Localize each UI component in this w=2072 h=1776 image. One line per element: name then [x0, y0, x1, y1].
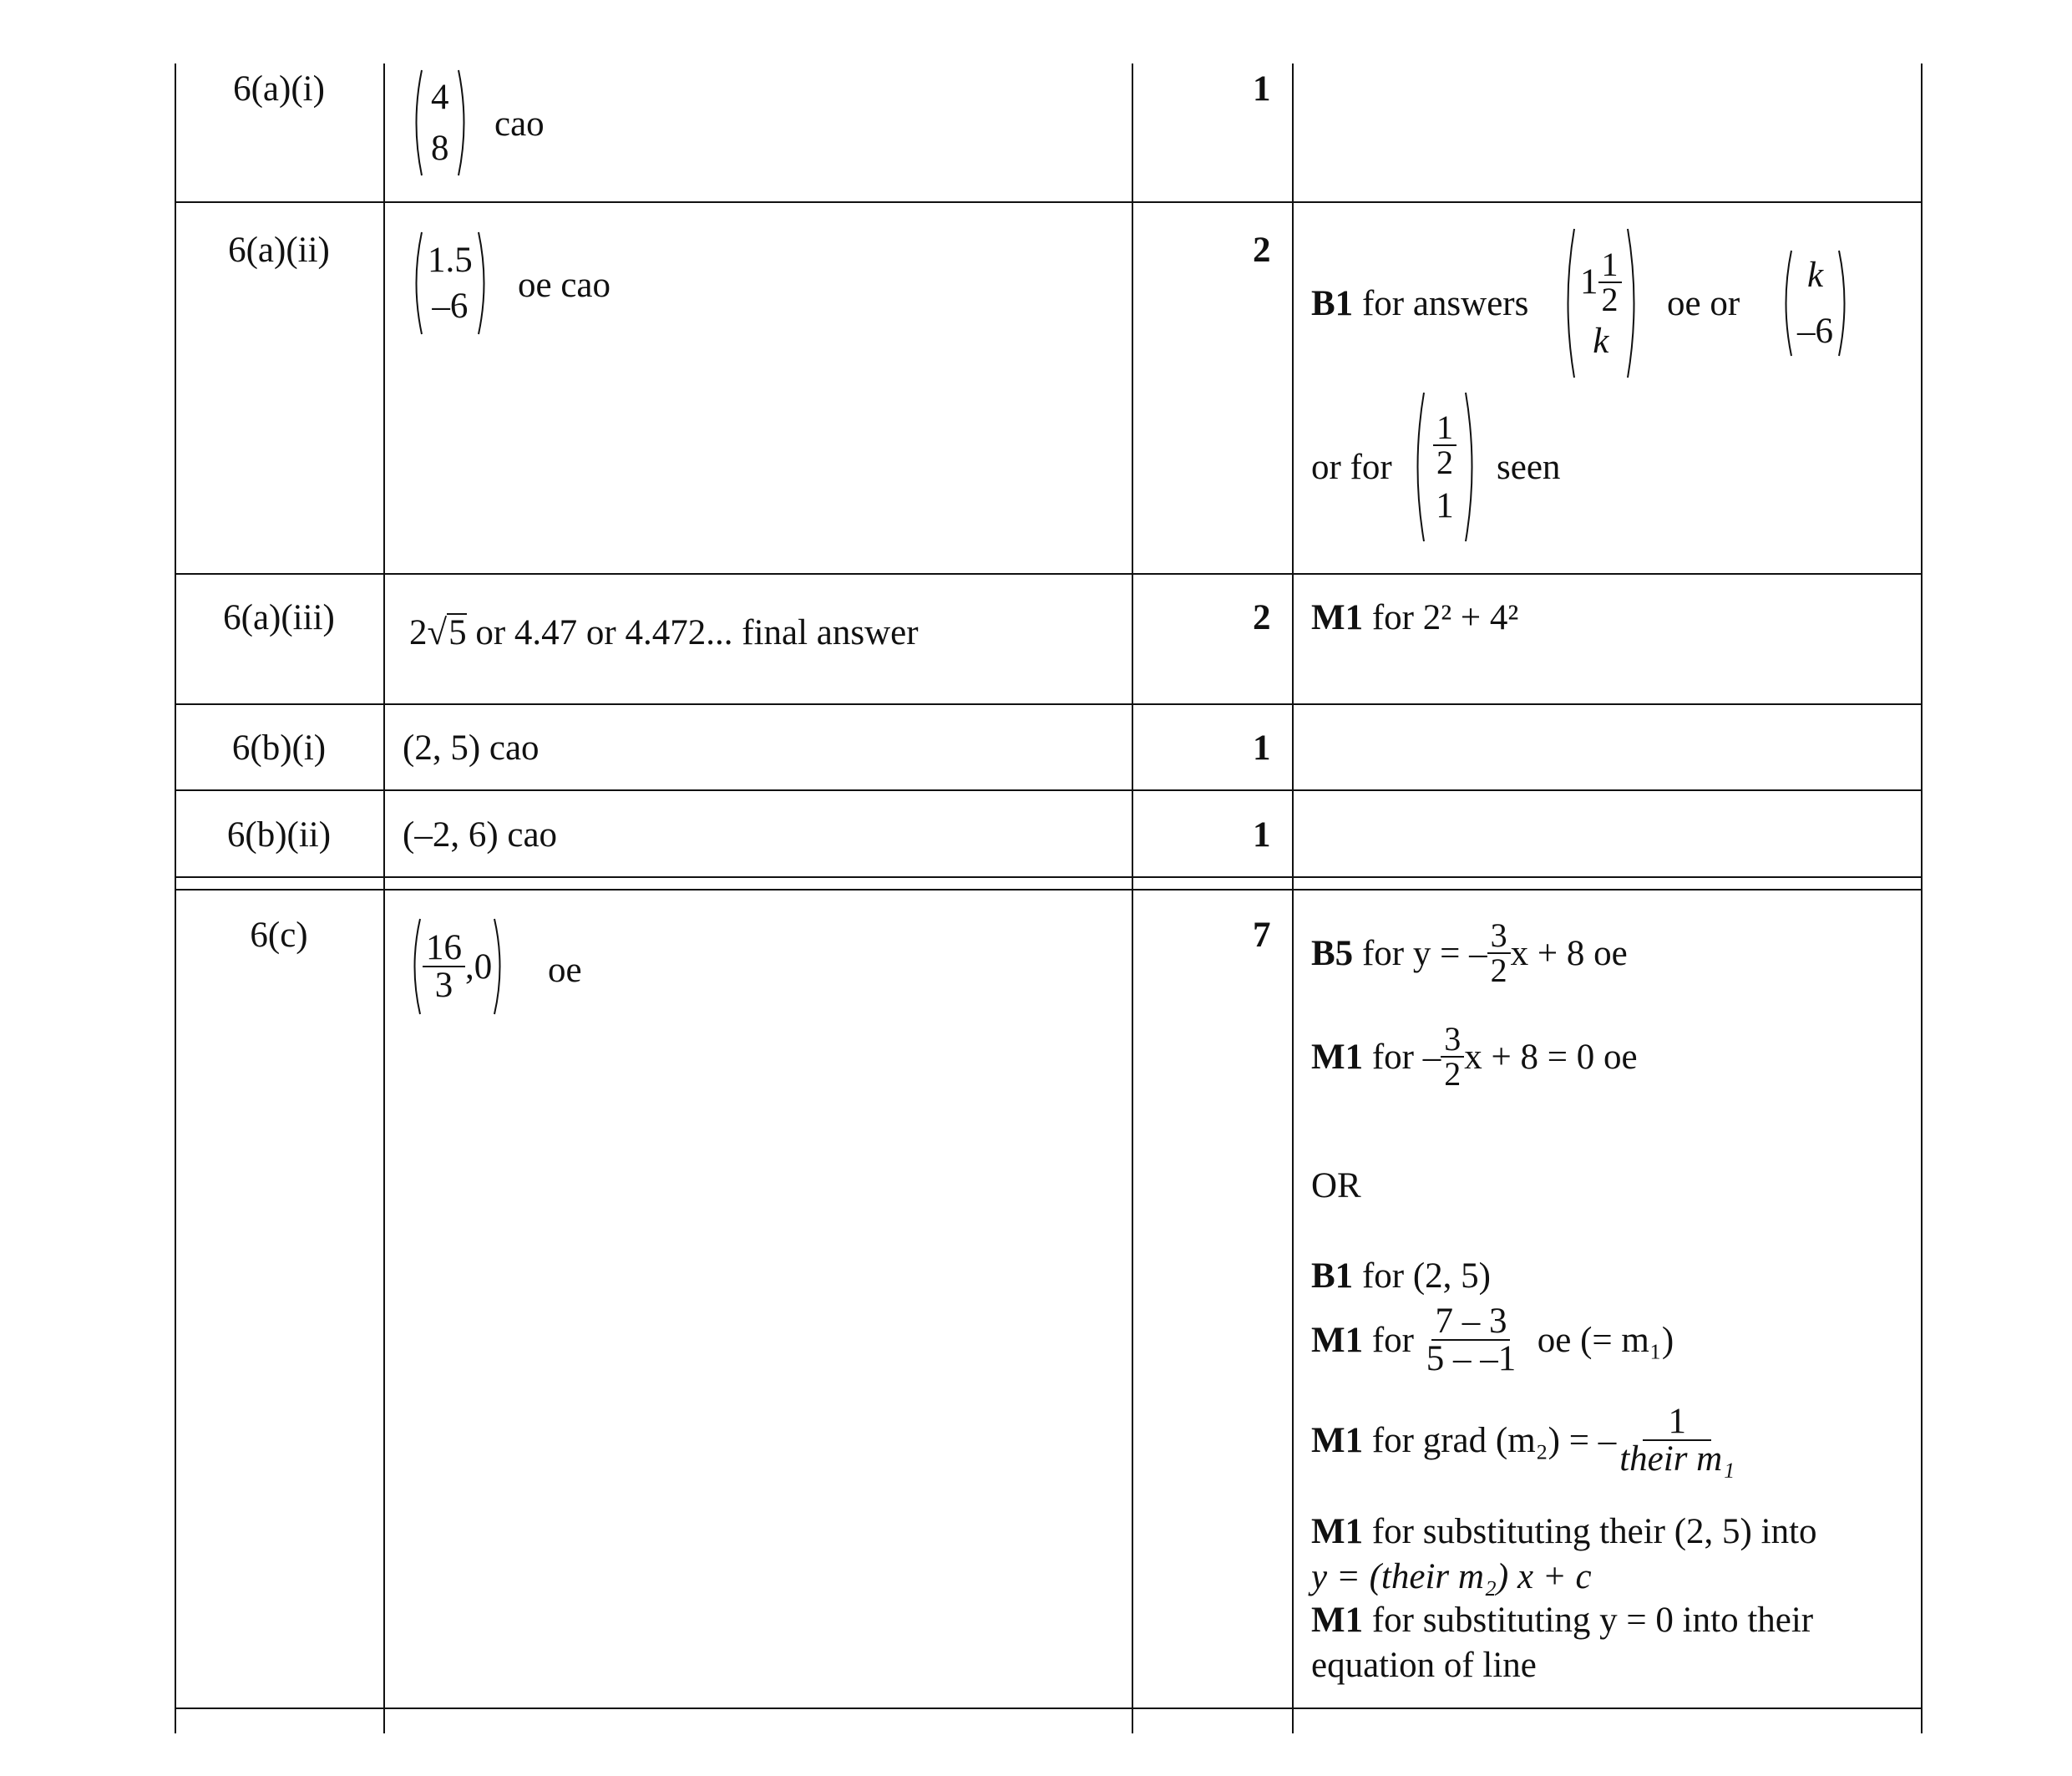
guidance-or: OR	[1311, 1166, 1361, 1205]
answer-suffix: cao	[494, 104, 545, 144]
marks: 7	[1253, 916, 1271, 955]
answer-vector	[409, 231, 491, 336]
guidance-text: oe or	[1667, 284, 1740, 323]
vector-entries: 1.5 –6	[428, 241, 473, 326]
left-paren	[1410, 391, 1426, 543]
guidance-line: M1 for substituting y = 0 into their	[1311, 1601, 1814, 1640]
guidance-line: M1 for $\frac{7 - 3}{5 - -1}$ oe (= m₁)	[1311, 1302, 1674, 1378]
right-paren	[1836, 249, 1852, 358]
grid-line	[1132, 63, 1133, 1733]
guidance-vector-2	[1779, 249, 1852, 358]
guidance-line: B5 for y = – $\frac{3}{2}$ x + 8 oe	[1311, 916, 1628, 989]
question-number: 6(a)(i)	[233, 69, 325, 109]
guidance-text: seen	[1497, 448, 1561, 487]
answer-text: 2√5 or 4.47 or 4.472... final answer	[409, 613, 919, 652]
sqrt-sign: √	[427, 613, 448, 652]
grid-line	[1292, 63, 1294, 1733]
answer-coordinates: $\frac{16}{3}$ ,0	[408, 917, 507, 1016]
vector-entries: $\frac{1}{2}$ 1	[1426, 411, 1463, 524]
guidance-text: or for	[1311, 448, 1392, 487]
grid-line	[175, 703, 1923, 705]
left-paren	[1560, 227, 1577, 379]
right-paren	[476, 231, 491, 336]
vector-entries: 4 8	[431, 78, 449, 168]
guidance-vector-3	[1410, 391, 1480, 543]
grid-line	[175, 789, 1923, 791]
guidance-line: equation of line	[1311, 1646, 1537, 1685]
vector-entries: k –6	[1797, 256, 1833, 351]
guidance-vector-1	[1560, 227, 1642, 379]
grid-line	[175, 876, 1923, 878]
grid-line	[1921, 63, 1923, 1733]
answer-text: (–2, 6) cao	[403, 815, 558, 855]
answer-suffix: oe cao	[518, 266, 611, 305]
guidance-line: M1 for 2² + 4²	[1311, 598, 1519, 637]
answer-suffix: oe	[548, 951, 582, 990]
marks: 1	[1253, 728, 1271, 768]
grid-line	[383, 63, 385, 1733]
left-paren	[409, 231, 424, 336]
right-paren	[492, 917, 507, 1016]
grid-line	[175, 1707, 1923, 1709]
marks: 1	[1253, 815, 1271, 855]
grid-line	[175, 889, 1923, 891]
marks: 2	[1253, 598, 1271, 637]
grid-line	[175, 63, 176, 1733]
question-number: 6(b)(ii)	[226, 815, 332, 855]
question-number: 6(a)(iii)	[223, 598, 335, 637]
grid-line	[175, 201, 1923, 203]
right-paren	[1463, 391, 1480, 543]
guidance-line: M1 for grad (m₂) = – $\frac{1}{\text{their m₁}}$	[1311, 1402, 1735, 1479]
guidance-line: M1 for – $\frac{3}{2}$ x + 8 = 0 oe	[1311, 1020, 1638, 1093]
guidance-line: B1 for (2, 5)	[1311, 1256, 1491, 1296]
answer-vector	[409, 69, 471, 177]
guidance-line: M1 for substituting their (2, 5) into	[1311, 1512, 1817, 1551]
right-paren	[456, 69, 471, 177]
answer-text: (2, 5) cao	[403, 728, 540, 768]
question-number: 6(a)(ii)	[228, 231, 330, 270]
right-paren	[1625, 227, 1642, 379]
left-paren	[409, 69, 424, 177]
marks: 2	[1253, 231, 1271, 270]
vector-entries: 1 $\frac{1}{2}$ k	[1577, 248, 1625, 359]
guidance-line: y = (their m₂) x + c	[1311, 1557, 1592, 1596]
question-number: 6(c)	[250, 916, 308, 955]
question-number: 6(b)(i)	[231, 728, 327, 768]
grid-line	[175, 573, 1923, 575]
guidance-line: B1 for answers	[1311, 284, 1529, 323]
marks: 1	[1253, 69, 1271, 109]
left-paren	[408, 917, 423, 1016]
left-paren	[1779, 249, 1794, 358]
